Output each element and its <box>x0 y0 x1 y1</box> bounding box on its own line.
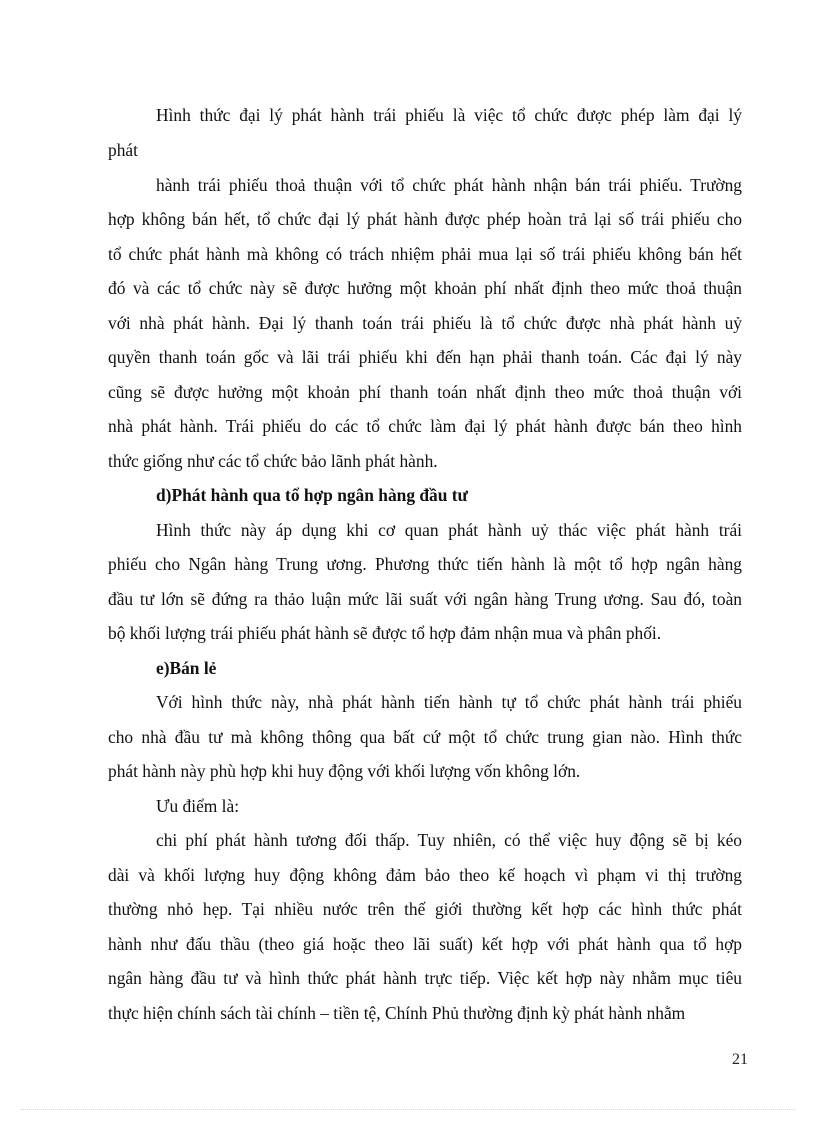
text-line: thường nhỏ hẹp. Tại nhiều nước trên thế giới thường kết hợp các hình thức phát <box>108 899 742 919</box>
text-line: đầu tư lớn sẽ đứng ra thảo luận mức lãi suất với ngân hàng Trung ương. Sau đó, toàn <box>108 589 742 609</box>
text-line: cũng sẽ được hưởng một khoản phí thanh toán nhất định theo mức thoả thuận với <box>108 382 742 402</box>
text-line: quyền thanh toán gốc và lãi trái phiếu khi đến hạn phải thanh toán. Các đại lý này <box>108 347 742 367</box>
text-line: đó và các tổ chức này sẽ được hưởng một khoản phí nhất định theo mức thoả thuận <box>108 278 742 298</box>
text-line: bộ khối lượng trái phiếu phát hành sẽ được tổ hợp đảm nhận mua và phân phối. <box>108 623 662 643</box>
text-line: thực hiện chính sách tài chính – tiền tệ, Chính Phủ thường định kỳ phát hành nhằm <box>108 1003 686 1023</box>
text-line: Với hình thức này, nhà phát hành tiến hành tự tổ chức phát hành trái phiếu <box>156 692 742 712</box>
text-line: thức giống như các tổ chức bảo lãnh phát hành. <box>108 451 438 471</box>
text-line: với nhà phát hành. Đại lý thanh toán trái phiếu là tổ chức được nhà phát hành uỷ <box>108 313 742 333</box>
text-line: phát <box>108 140 138 160</box>
text-line: dài và khối lượng huy động không đảm bảo theo kế hoạch vì phạm vi thị trường <box>108 865 742 885</box>
text-line: chi phí phát hành tương đối thấp. Tuy nhiên, có thể việc huy động sẽ bị kéo <box>156 830 742 850</box>
page-number: 21 <box>732 1051 748 1068</box>
text-line: hành như đấu thầu (theo giá hoặc theo lãi suất) kết hợp với phát hành qua tổ hợp <box>108 934 742 954</box>
section-heading: d)Phát hành qua tổ hợp ngân hàng đầu tư <box>156 485 468 505</box>
text-line: phát hành này phù hợp khi huy động với khối lượng vốn không lớn. <box>108 761 581 781</box>
text-line: nhà phát hành. Trái phiếu do các tổ chức làm đại lý phát hành được bán theo hình <box>108 416 742 436</box>
text-line: ngân hàng đầu tư và hình thức phát hành trực tiếp. Việc kết hợp này nhằm mục tiêu <box>108 968 742 988</box>
footer-divider <box>20 1109 796 1110</box>
text-line: hành trái phiếu thoả thuận với tổ chức phát hành nhận bán trái phiếu. Trường <box>156 175 742 195</box>
text-line: phiếu cho Ngân hàng Trung ương. Phương thức tiến hành là một tổ hợp ngân hàng <box>108 554 742 574</box>
section-heading: e)Bán lẻ <box>156 658 217 678</box>
text-line: tổ chức phát hành mà không có trách nhiệm phải mua lại số trái phiếu không bán hết <box>108 244 742 264</box>
text-line: Ưu điểm là: <box>156 796 240 816</box>
text-line: hợp không bán hết, tổ chức đại lý phát hành được phép hoàn trả lại số trái phiếu cho <box>108 209 742 229</box>
text-line: Hình thức này áp dụng khi cơ quan phát hành uỷ thác việc phát hành trái <box>156 520 742 540</box>
text-line: cho nhà đầu tư mà không thông qua bất cứ một tổ chức trung gian nào. Hình thức <box>108 727 742 747</box>
text-line: Hình thức đại lý phát hành trái phiếu là việc tổ chức được phép làm đại lý <box>156 105 742 125</box>
